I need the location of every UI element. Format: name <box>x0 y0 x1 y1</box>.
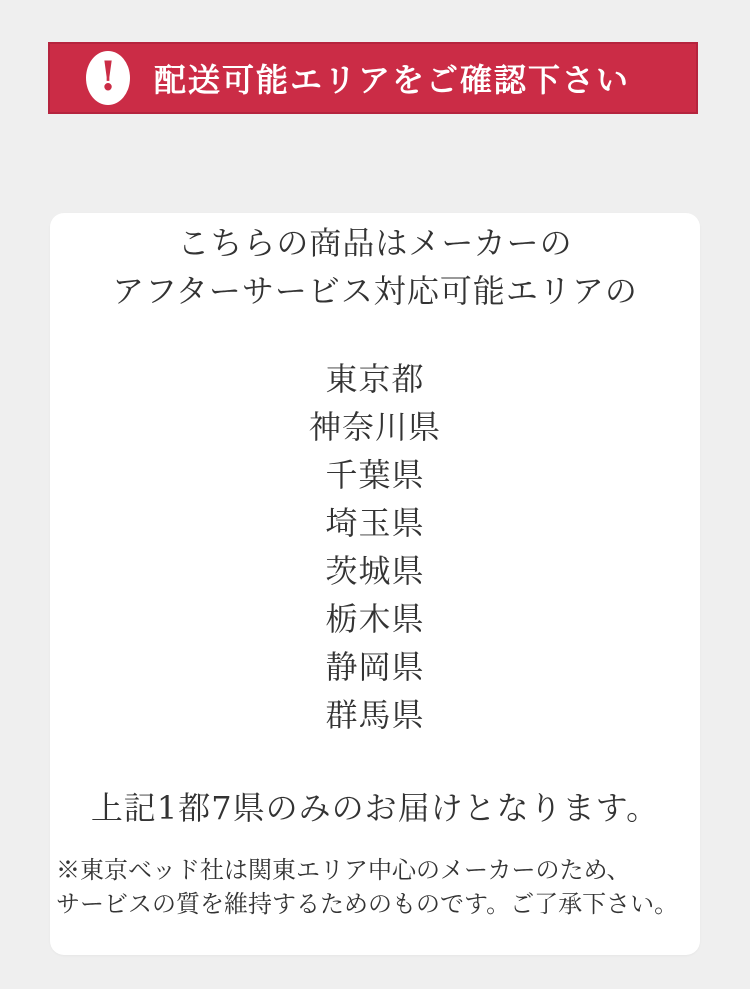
prefecture-chiba: 千葉県 <box>325 456 425 494</box>
prefecture-saitama: 埼玉県 <box>325 504 425 542</box>
page <box>0 42 750 989</box>
delivery-summary: 上記1都7県のみのお届けとなります。 <box>90 789 660 827</box>
banner-title: 配送可能エリアをご確認下さい <box>154 61 631 99</box>
intro-line: アフターサービス対応可能エリアの <box>112 272 638 310</box>
footnote-line: ※東京ベッド社は関東エリア中心のメーカーのため、 <box>56 856 631 884</box>
delivery-notice-card <box>50 213 700 955</box>
prefecture-tochigi: 栃木県 <box>325 600 425 638</box>
prefecture-ibaraki: 茨城県 <box>325 552 425 590</box>
exclamation-glyph: ! <box>99 53 117 100</box>
exclamation-icon <box>86 51 130 105</box>
intro-text <box>50 219 700 315</box>
prefecture-list <box>50 355 700 739</box>
prefecture-kanagawa: 神奈川県 <box>308 408 441 446</box>
delivery-area-alert-banner <box>48 42 698 114</box>
footnote-line: サービスの質を維持するためのものです。ご了承下さい。 <box>56 890 679 918</box>
prefecture-gunma: 群馬県 <box>325 696 425 734</box>
intro-line: こちらの商品はメーカーの <box>177 224 573 262</box>
prefecture-tokyo: 東京都 <box>325 360 425 398</box>
prefecture-shizuoka: 静岡県 <box>325 648 425 686</box>
footnote <box>50 853 700 921</box>
